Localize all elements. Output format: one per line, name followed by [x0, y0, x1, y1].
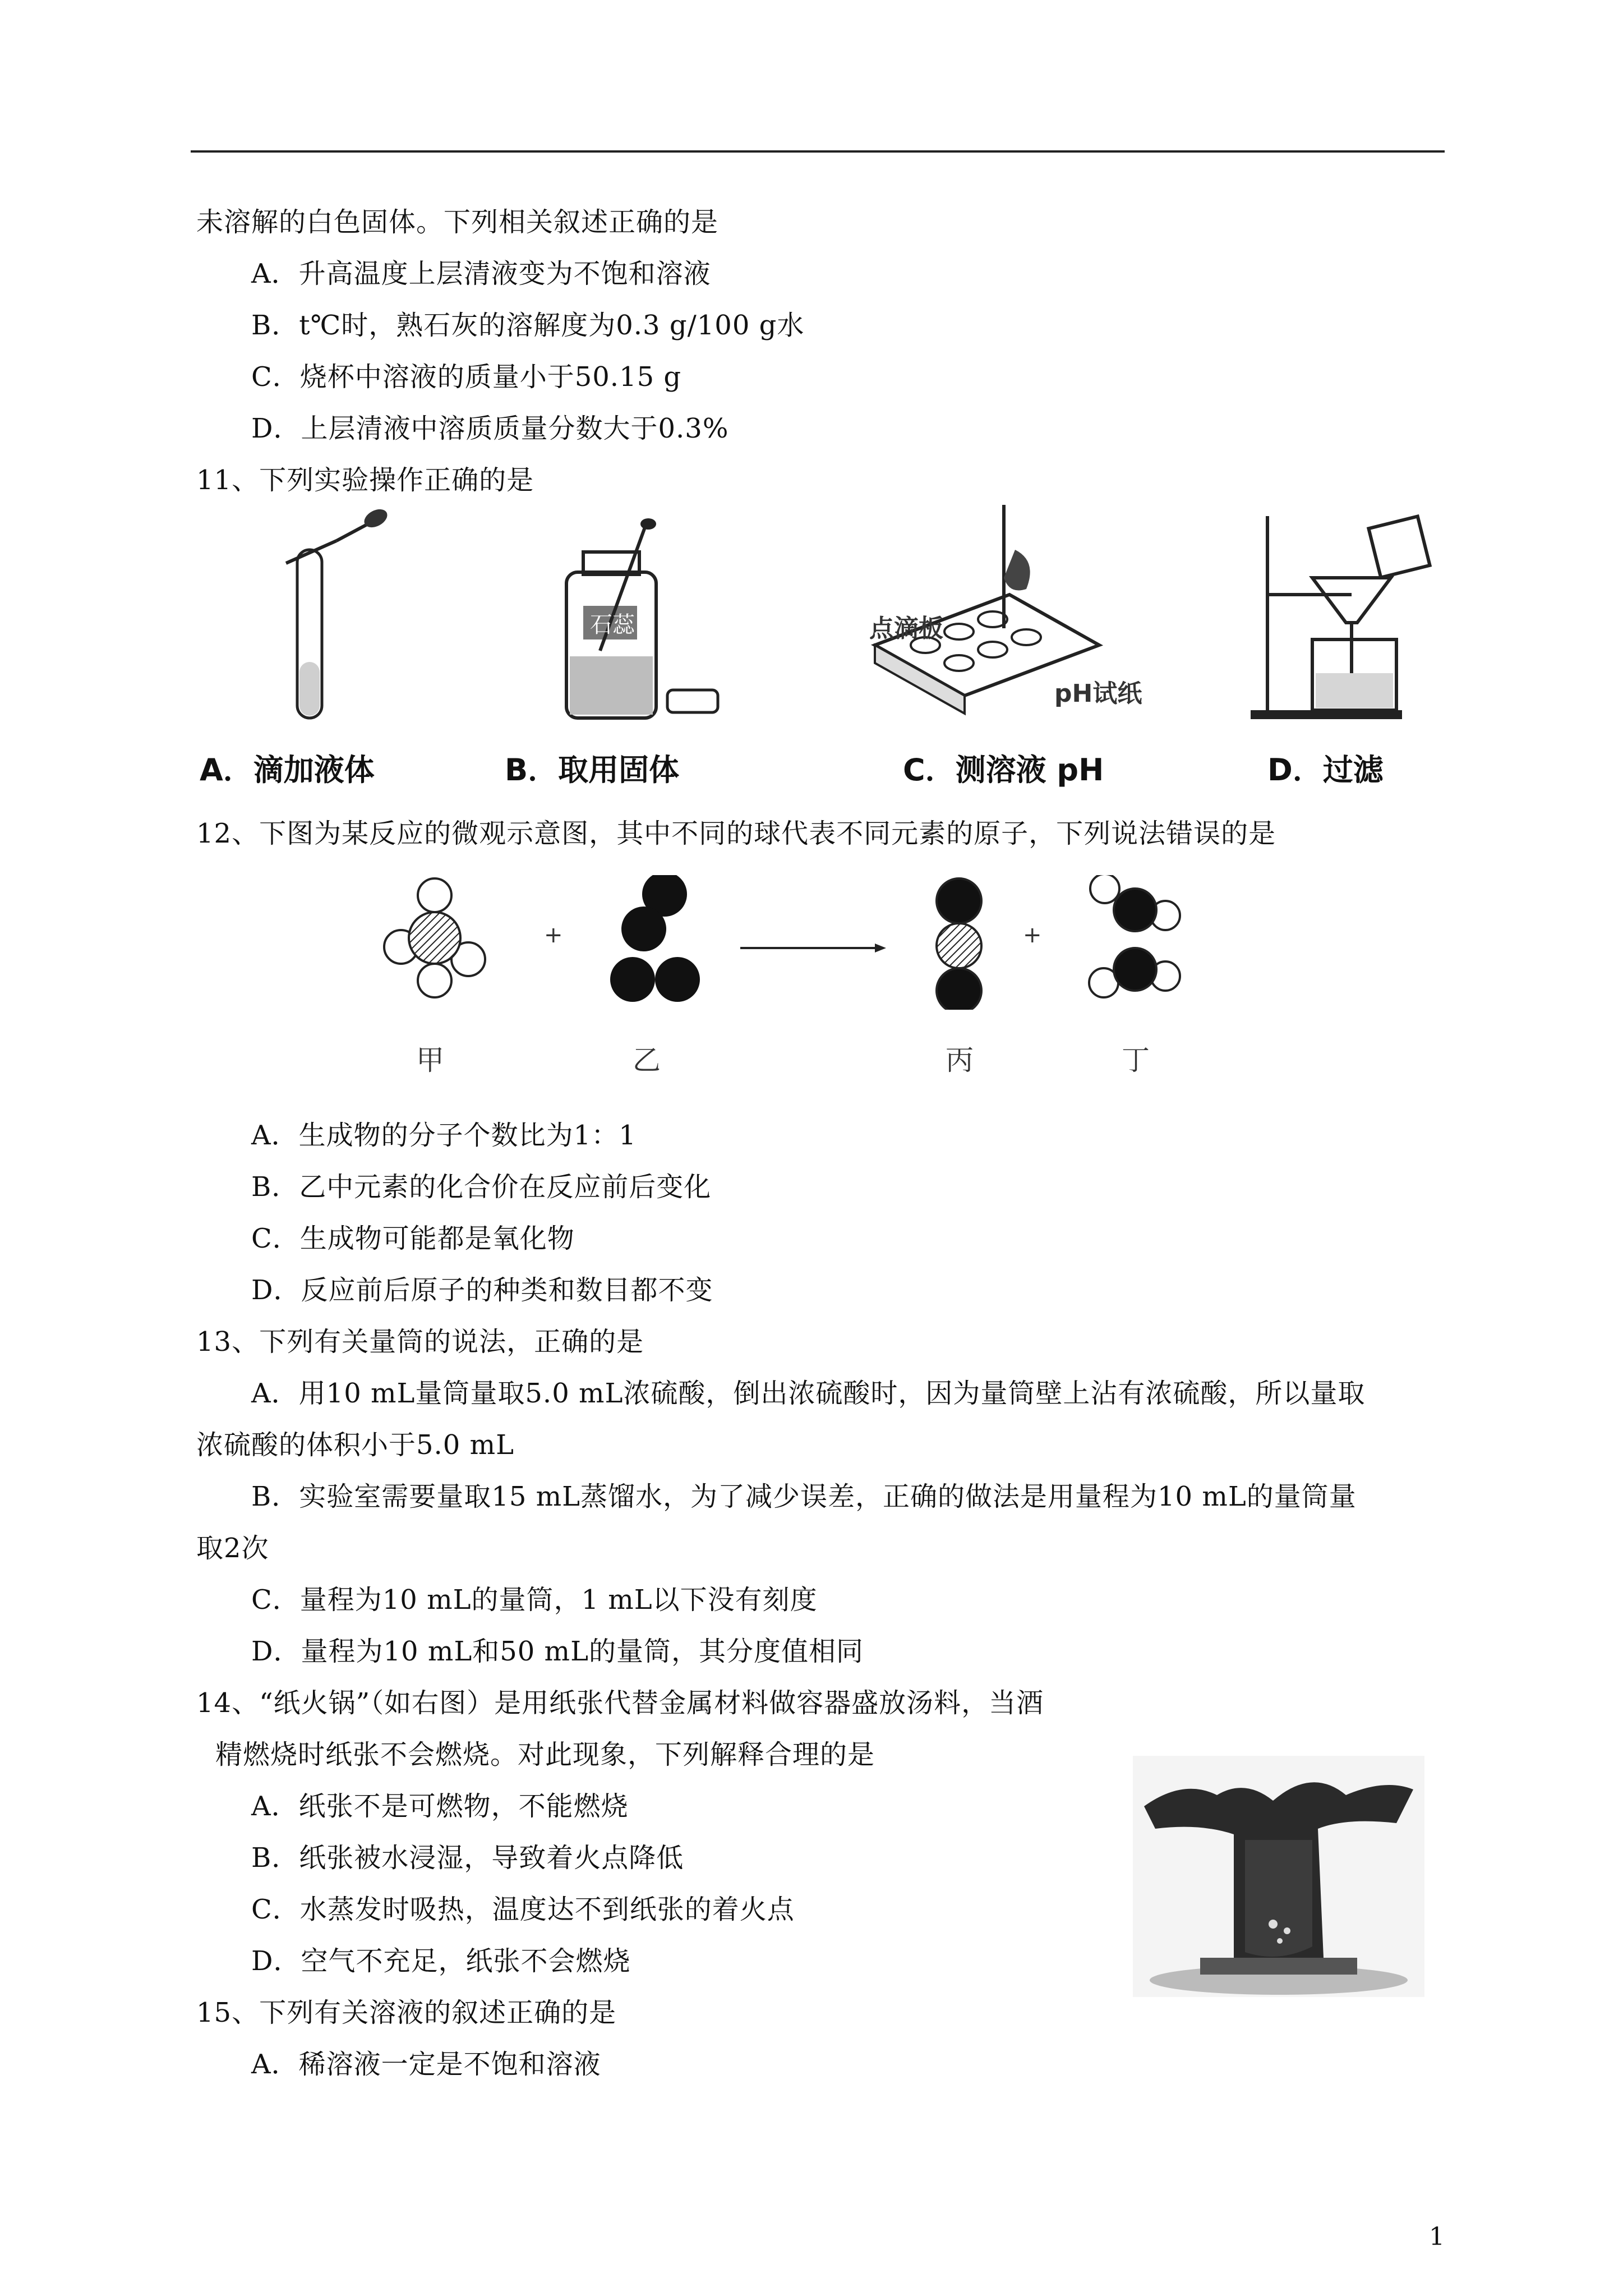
q13-option-a-line1: A．用10 mL量筒量取5.0 mL浓硫酸，倒出浓硫酸时，因为量筒壁上沾有浓硫酸，所以量取 — [251, 1378, 1366, 1409]
q11-label-b: B．取用固体 — [505, 752, 680, 788]
q10-option-c: C．烧杯中溶液的质量小于50.15 g — [251, 361, 682, 393]
q14-option-a: A．纸张不是可燃物，不能燃烧 — [251, 1791, 629, 1822]
q10-option-d: D．上层清液中溶质质量分数大于0.3% — [251, 413, 729, 444]
header-rule — [191, 150, 1445, 153]
q15-option-a: A．稀溶液一定是不饱和溶液 — [251, 2049, 601, 2080]
molecule-label-yi: 乙 — [633, 1044, 661, 1076]
q10-stem-tail: 未溶解的白色固体。下列相关叙述正确的是 — [196, 206, 719, 238]
q13-option-a-line2: 浓硫酸的体积小于5.0 mL — [196, 1429, 514, 1461]
q13-option-c: C．量程为10 mL的量筒，1 mL以下没有刻度 — [251, 1584, 818, 1616]
molecule-label-ding: 丁 — [1122, 1044, 1150, 1076]
paper-hotpot-photo — [1133, 1756, 1424, 1997]
q13-option-b-line1: B．实验室需要量取15 mL蒸馏水，为了减少误差，正确的做法是用量程为10 mL的量筒量 — [251, 1481, 1357, 1512]
filtration-illustration — [1245, 505, 1436, 729]
q11-label-c: C．测溶液 pH — [903, 752, 1104, 788]
page-number: 1 — [1429, 2223, 1445, 2251]
molecule-label-jia: 甲 — [416, 1044, 444, 1076]
q10-option-b: B．t℃时，熟石灰的溶解度为0.3 g/100 g水 — [251, 310, 805, 341]
plus-sign-1: + — [544, 922, 563, 948]
q10-option-a: A．升高温度上层清液变为不饱和溶液 — [251, 258, 711, 289]
q15-stem: 15、下列有关溶液的叙述正确的是 — [196, 1997, 617, 2028]
q13-option-d: D．量程为10 mL和50 mL的量筒，其分度值相同 — [251, 1636, 864, 1667]
q11-label-d: D．过滤 — [1267, 752, 1384, 788]
q14-option-d: D．空气不充足，纸张不会燃烧 — [251, 1945, 631, 1977]
q14-stem-line2: 精燃烧时纸张不会燃烧。对此现象，下列解释合理的是 — [215, 1739, 875, 1770]
q12-stem: 12、下图为某反应的微观示意图，其中不同的球代表不同元素的原子，下列说法错误的是 — [196, 818, 1276, 849]
dropping-plate-label: 点滴板 — [869, 614, 943, 643]
q13-option-b-line2: 取2次 — [196, 1533, 269, 1564]
q11-figure — [191, 505, 1447, 808]
q11-stem: 11、下列实验操作正确的是 — [196, 464, 534, 496]
molecule-label-bing: 丙 — [946, 1044, 974, 1076]
q12-option-c: C．生成物可能都是氧化物 — [251, 1223, 575, 1254]
ph-paper-label: pH试纸 — [1054, 679, 1142, 708]
q12-option-a: A．生成物的分子个数比为1：1 — [251, 1120, 637, 1151]
plus-sign-2: + — [1023, 922, 1042, 948]
dropper-test-tube-illustration — [264, 505, 398, 729]
q14-option-b: B．纸张被水浸湿，导致着火点降低 — [251, 1842, 684, 1874]
q12-option-b: B．乙中元素的化合价在反应前后变化 — [251, 1171, 712, 1203]
q13-stem: 13、下列有关量筒的说法，正确的是 — [196, 1326, 644, 1358]
q12-reaction-diagram — [381, 875, 1223, 1010]
q12-option-d: D．反应前后原子的种类和数目都不变 — [251, 1274, 713, 1306]
q14-stem-line1: 14、“纸火锅”（如右图）是用纸张代替金属材料做容器盛放汤料，当酒 — [196, 1687, 1044, 1719]
q14-option-c: C．水蒸发时吸热，温度达不到纸张的着火点 — [251, 1894, 795, 1925]
reagent-label: 石蕊 — [590, 612, 635, 638]
q11-label-a: A．滴加液体 — [200, 752, 375, 788]
